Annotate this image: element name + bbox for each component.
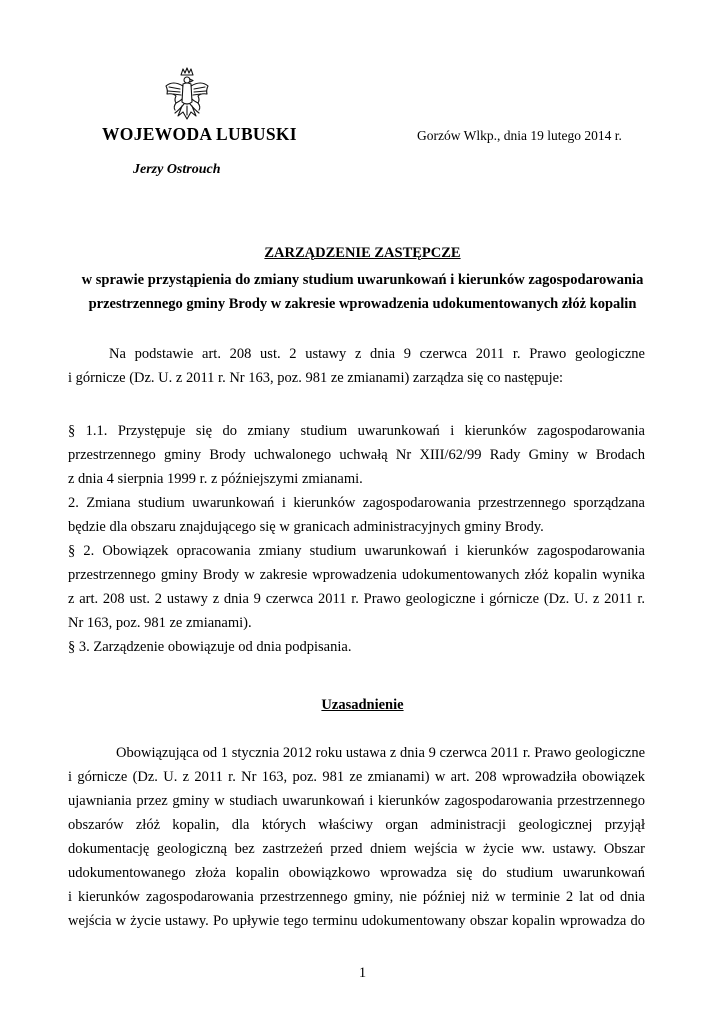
preamble-line: Na podstawie art. 208 ust. 2 ustawy z dnia 9 czerwca 2011 r. Prawo geologiczne xyxy=(109,346,645,362)
regulation-sections xyxy=(68,419,645,659)
preamble-paragraph xyxy=(68,342,645,390)
justification-line: wejścia w życie ustawy. Po upływie tego terminu udokumentowany obszar kopalin wprowadza do xyxy=(68,913,645,929)
justification-line: i kierunków zagospodarowania przestrzennego gminy, nie później niż w terminie 2 lat od dnia xyxy=(68,889,645,905)
section-line: § 1.1. Przystępuje się do zmiany studium uwarunkowań i kierunków zagospodarowania xyxy=(68,423,645,439)
section-line: § 3. Zarządzenie obowiązuje od dnia podpisania. xyxy=(68,639,352,655)
justification-line: Obowiązująca od 1 stycznia 2012 roku ustawa z dnia 9 czerwca 2011 r. Prawo geologiczne xyxy=(116,745,645,761)
polish-eagle-emblem-icon xyxy=(163,66,211,126)
section-line: z dnia 4 sierpnia 1999 r. z późniejszymi zmianami. xyxy=(68,471,363,487)
justification-paragraph xyxy=(68,741,645,933)
justification-line: i górnicze (Dz. U. z 2011 r. Nr 163, poz. 981 ze zmianami) w art. 208 wprowadziła obowiązek xyxy=(68,769,645,785)
justification-line: udokumentowanego złoża kopalin obowiązkowo wprowadza się do studium uwarunkowań xyxy=(68,865,645,881)
section-line: przestrzennego gminy Brody uchwalonego uchwałą Nr XIII/62/99 Rady Gminy w Brodach xyxy=(68,447,645,463)
document-subject xyxy=(50,268,675,316)
subject-line: w sprawie przystąpienia do zmiany studium uwarunkowań i kierunków zagospodarowania xyxy=(81,272,644,288)
justification-line: ujawniania przez gminy w studiach uwarunkowań i kierunków zagospodarowania przestrzennego xyxy=(68,793,645,809)
section-line: z art. 208 ust. 2 ustawy z dnia 9 czerwca 2011 r. Prawo geologiczne i górnicze (Dz. U. z 2011 r. xyxy=(68,591,645,607)
office-name: WOJEWODA LUBUSKI xyxy=(102,124,297,144)
section-line: 2. Zmiana studium uwarunkowań i kierunków zagospodarowania przestrzennego sporządzana xyxy=(68,495,645,511)
signer-name: Jerzy Ostrouch xyxy=(133,162,221,177)
place-date-line: Gorzów Wlkp., dnia 19 lutego 2014 r. xyxy=(417,128,622,143)
page-number: 1 xyxy=(358,965,367,981)
justification-heading: Uzasadnienie xyxy=(321,697,404,713)
section-line: § 2. Obowiązek opracowania zmiany studium uwarunkowań i kierunków zagospodarowania xyxy=(68,543,645,559)
subject-line: przestrzennego gminy Brody w zakresie wprowadzenia udokumentowanych złóż kopalin xyxy=(88,296,637,312)
section-line: będzie dla obszaru znajdującego się w granicach administracyjnych gminy Brody. xyxy=(68,519,544,535)
preamble-line: i górnicze (Dz. U. z 2011 r. Nr 163, poz. 981 ze zmianami) zarządza się co następuje: xyxy=(68,370,564,386)
document-title: ZARZĄDZENIE ZASTĘPCZE xyxy=(264,245,461,261)
justification-line: dokumentację geologiczną bez zastrzeżeń przed dniem wejścia w życie ww. ustawy. Obszar xyxy=(68,841,645,857)
justification-line: obszarów złóż kopalin, dla których właściwy organ administracji geologicznej przyjął xyxy=(68,817,645,833)
section-line: przestrzennego gminy Brody w zakresie wprowadzenia udokumentowanych złóż kopalin wynika xyxy=(68,567,645,583)
section-line: Nr 163, poz. 981 ze zmianami). xyxy=(68,615,252,631)
